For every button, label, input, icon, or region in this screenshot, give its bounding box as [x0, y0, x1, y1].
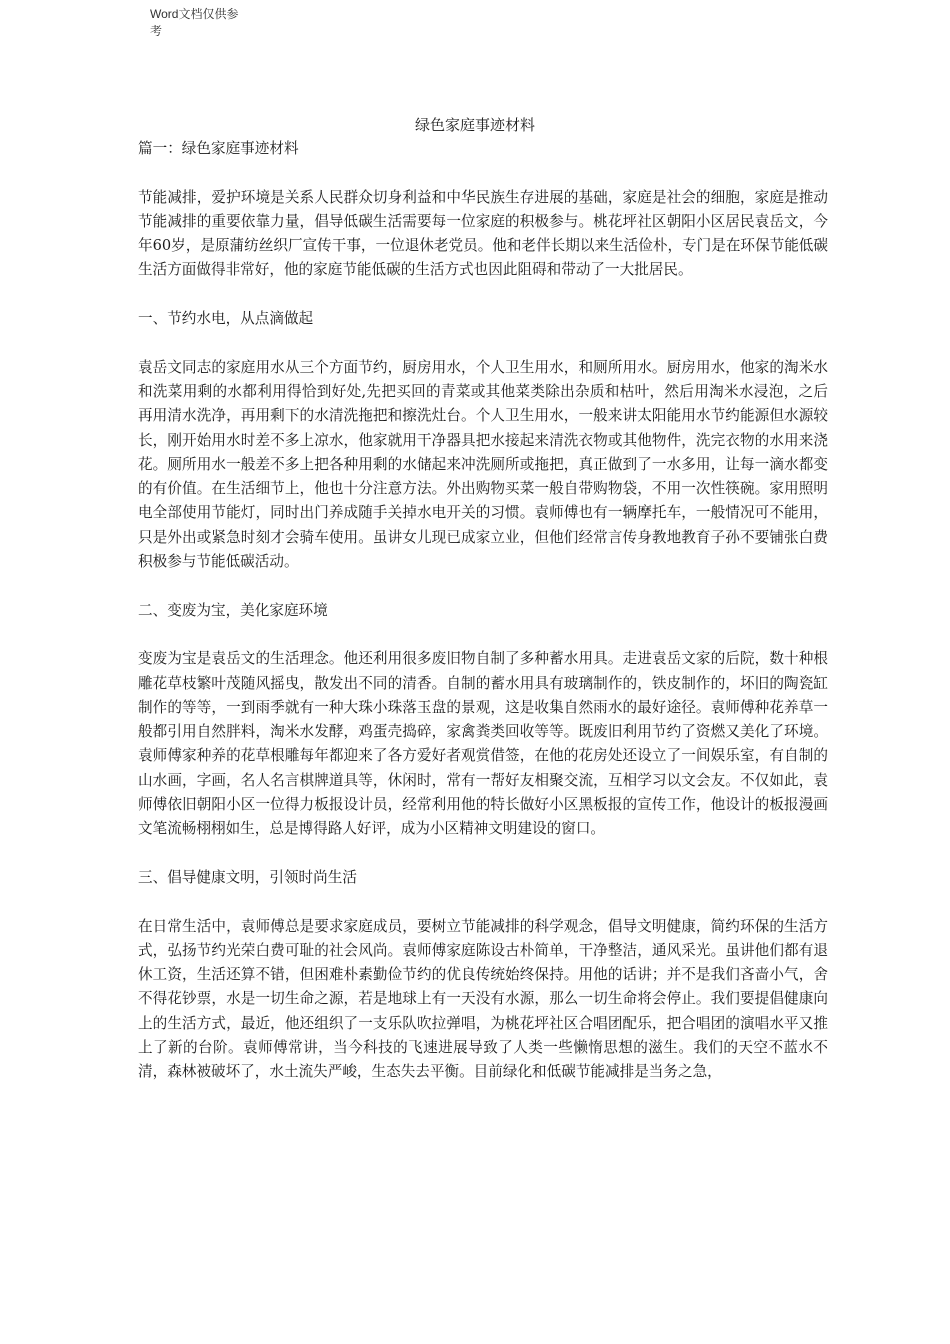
- intro-paragraph: 节能减排，爱护环境是关系人民群众切身利益和中华民族生存进展的基础，家庭是社会的细胞，家庭是推动节能减排的重要依靠力量，倡导低碳生活需要每一位家庭的积极参与。桃花坪社区朝阳小区居民袁岳文，今年60岁，是原蒲纺丝织厂宣传干事，一位退休老党员。他和老伴长期以来生活俭朴，专门是在环保节能低碳生活方面做得非常好，他的家庭节能低碳的生活方式也因此阻碍和带动了一大批居民。: [138, 188, 828, 279]
- spacer: [138, 623, 828, 647]
- spacer: [138, 842, 828, 866]
- document-body: [138, 137, 828, 1085]
- section-heading-2: 二、变废为宝，美化家庭环境: [138, 601, 328, 619]
- section-heading-1: 一、节约水电，从点滴做起: [138, 310, 314, 328]
- document-title: 绿色家庭事迹材料: [414, 116, 535, 134]
- header-note: Word文档仅供参考: [150, 7, 239, 38]
- spacer: [138, 283, 828, 307]
- section-heading-3: 三、倡导健康文明，引领时尚生活: [138, 868, 357, 886]
- section-body-2: 变废为宝是袁岳文的生活理念。他还利用很多废旧物自制了多种蓄水用具。走进袁岳文家的后院，数十种根雕花草枝繁叶茂随风摇曳，散发出不同的清香。自制的蓄水用具有玻璃制作的，铁皮制作的，坏旧的陶瓷缸制作的等等，一到雨季就有一种大珠小珠落玉盘的景观，这是收集自然雨水的最好途径。袁师傅种花养草一般都引用自然胖料，淘米水发酵，鸡蛋壳捣碎，家禽粪类回收等等。既废旧利用节约了资燃又美化了环境。袁师傅家种养的花草根雕每年都迎来了各方爱好者观赏借签，在他的花房处还设立了一间娱乐室，有自制的山水画，字画，名人名言棋牌道具等，休闲时，常有一帮好友相聚交流，互相学习以文会友。不仅如此，袁师傅依旧朝阳小区一位得力板报设计员，经常利用他的特长做好小区黑板报的宣传工作，他设计的板报漫画文笔流畅栩栩如生，总是博得路人好评，成为小区精神文明建设的窗口。: [138, 650, 828, 838]
- spacer: [138, 331, 828, 355]
- section-body-3: 在日常生活中，袁师傅总是要求家庭成员，要树立节能减排的科学观念，倡导文明健康，简约环保的生活方式，弘扬节约光荣白费可耻的社会风尚。袁师傅家庭陈设古朴简单，干净整洁，通风采光。虽讲他们都有退休工资，生活还算不错，但困难朴素勤俭节约的优良传统始终保持。用他的话讲；并不是我们吝啬小气，舍不得花钞票，水是一切生命之源，若是地球上有一天没有水源，那么一切生命将会停止。我们要提倡健康向上的生活方式，最近，他还组织了一支乐队吹拉弹唱，为桃花坪社区合唱团配乐，把合唱团的演唱水平又推上了新的台阶。袁师傅常讲，当今科技的飞速进展导致了人类一些懒惰思想的滋生。我们的天空不蓝水不清，森林被破坏了，水土流失严峻，生态失去平衡。目前绿化和低碳节能减排是当务之急，: [138, 917, 828, 1081]
- spacer: [138, 890, 828, 914]
- section-body-1: 袁岳文同志的家庭用水从三个方面节约，厨房用水，个人卫生用水，和厕所用水。厨房用水，他家的淘米水和洗菜用剩的水都利用得恰到好处,先把买回的青菜或其他菜类除出杂质和枯叶，然后用淘米水浸泡，之后再用清水洗净，再用剩下的水清洗拖把和擦洗灶台。个人卫生用水，一般来讲太阳能用水节约能源但水源较长，刚开始用水时差不多上凉水，他家就用干净器具把水接起来清洗衣物或其他物件，洗完衣物的水用来浇花。厕所用水一般差不多上把各种用剩的水储起来冲洗厕所或拖把，真正做到了一水多用，让每一滴水都变的有价值。在生活细节上，他也十分注意方法。外出购物买菜一般自带购物袋，不用一次性筷碗。家用照明电全部使用节能灯，同时出门养成随手关掉水电开关的习惯。袁师傅也有一辆摩托车，一般情况可不能用，只是外出或紧急时刻才会骑车使用。虽讲女儿现已成家立业，但他们经常言传身教地教育子孙不要铺张白费积极参与节能低碳活动。: [138, 358, 828, 571]
- spacer: [138, 574, 828, 598]
- chapter-heading: 篇一：绿色家庭事迹材料: [138, 140, 299, 157]
- spacer: [138, 161, 828, 185]
